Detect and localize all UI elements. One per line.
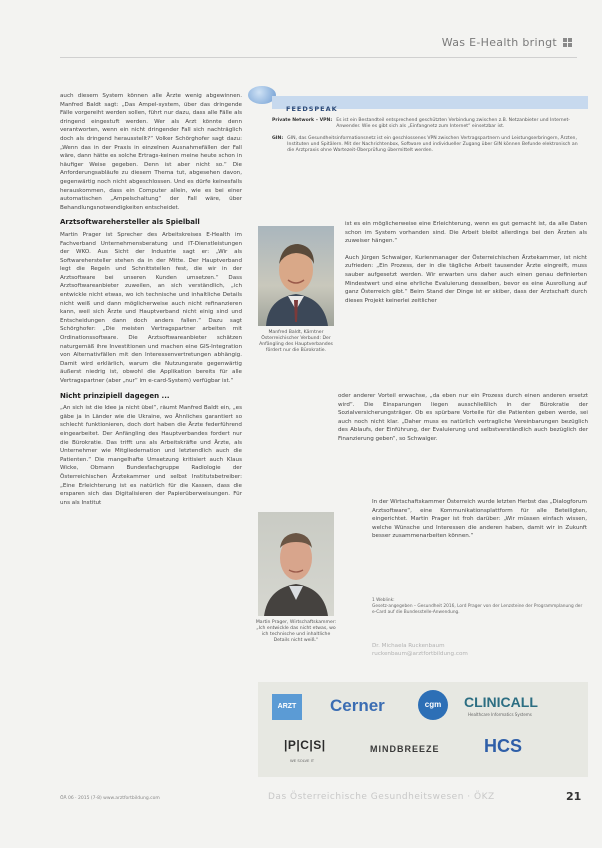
mindbreeze-logo [370, 744, 440, 754]
grid-dots-icon [563, 38, 572, 47]
header-rule [60, 57, 577, 58]
pcs-logo [284, 738, 326, 752]
glossary-body [272, 118, 582, 159]
logo-text: cgm [424, 700, 442, 709]
logo-text: CLINICALL [464, 694, 538, 710]
footer-issue-info: ÖÄ 06 · 2015 (7-8) www.arztfortbildung.com [60, 796, 160, 801]
logo-text: |P|C|S| [284, 738, 326, 752]
body-paragraph: „An sich ist die Idee ja nicht übel“, räumt Manfred Baldt ein, „es gäbe ja in Länder wie die Ukraine, wo Ähnliches garantiert so schlecht funktionieren, doch dort haben die Ärzte federführend eingearbeitet. Der Anfängling des Hauptverbandes fordert nur die Bürokratie. Das trifft uns als Arbeitskräfte und Ärzte, als Unternehmer wie Mitgliedernation und letztendlich auch die Patienten.“ Die mangelhafte Umsetzung kritisiert auch Klaus Wicke, Obmann Bundesfachgruppe Radiologie der Österreichischen Ärztekammer und selbst Institutsbetreiber: „Eine Erleichterung ist es natürlich für die Kassen, dass die ersparen sich das Digitalisieren der Papierüberweisungen. Für uns als Institut [60, 405, 242, 506]
page-number: 21 [566, 790, 582, 803]
glossary-entry [272, 136, 582, 155]
clinicall-logo [464, 694, 538, 710]
sponsor-logo-panel [258, 682, 588, 777]
glossary-header [272, 96, 588, 113]
body-paragraph: auch diesem System können alle Ärzte wenig abgewinnen. Manfred Baldt sagt: „Das Ampel-system, über das dringende Fälle vorgereiht werden sollen, führt nur dazu, dass alle Fälle als dringend eingestuft werden. Wer als Arzt könnte denn verantworten, wenn ein nicht dringender Fall sich nachträglich doch als dringend herausstellt?“ Volker Schörghofer sagt dazu: „Wenn das in der Praxis in einzelnen Ausnahmefällen der Fall wäre, dann hätte es solche Ertrags-keinen meine heute schon in häufiger Weise gegeben. Denn ist aber nicht so.“ Die Anforderungsabläufe zu diesem Thema tut, abgesehen davon, gegenwärtig noch nicht abgeschlossen. Und es dürfe keinesfalls herauskommen, dass ein Computer allein, wie es bei einer automatischen „Ampelschaltung“ der Fall wäre, über Behandlungsnotwendigkeiten entscheidet. [60, 93, 242, 211]
footnote [372, 598, 587, 615]
footnote-label: 1 Weblink: [372, 598, 395, 603]
body-paragraph: Martin Prager ist Sprecher des Arbeitskreises E-Health im Fachverband Unternehmensberatung und IT-Dienstleistungen der WKO. Aus Sicht der Industrie sagt er: „Wir als Softwarehersteller stehen da in der Mitte. Der Hauptverband legt die Regeln und Schnittstellen fest, die wir in der Arztsoftware bei unseren Kunden umsetzen.“ Dass Arztsoftwareanbieter zuweilen, an sich verständlich, „ich entwickle nicht etwas, wo ich technische und inhaltliche Details nicht weiß und dann möglicherweise auch nicht refinanzieren kann, weil sich Ärzte und Hauptverband nicht einig sind und Entscheidungen dann doch anders fallen.“ Dazu sagt Schörghofer: „Die meisten Vertragspartner arbeiten mit Ordinationssoftware. Die Arztsoftwareanbieter schätzen naturgemäß ihre Investitionen und machen eine GIS-Integration von Alternativfällen mit den Interessenvertretungen abhängig. Damit wird erklärlich, warum die Nutzungsrate gegenwärtig äußerst niedrig ist, obwohl die Applikation bereits für alle Vertragspartner (aber „nur“ im e-card-System) verfügbar ist.“ [60, 231, 242, 384]
logo-text: Cerner [330, 696, 385, 715]
pcs-tagline: WE SOLVE IT [290, 758, 315, 763]
logo-text: MINDBREEZE [370, 744, 440, 754]
body-paragraph: oder anderer Vorteil erwachse, „da eben nur ein Prozess durch einen anderen ersetzt wird“. Die Einsparungen liegen ausschließlich in der Bürokratie der Sozialversicherungsträger. Ob es spürbare Vorteile für die Patienten geben werde, sei auch noch nicht klar. „Daher muss es natürlich vertragliche Vereinbarungen bezüglich des Ablaufs, der Einführung, der Evaluierung und selbstverständlich auch bezüglich der Finanzierung geben“, so Schwaiger. [338, 393, 588, 442]
portrait-illustration [258, 512, 334, 616]
glossary-entry [272, 118, 582, 131]
body-paragraph: In der Wirtschaftskammer Österreich wurde letzten Herbst das „Dialogforum Arztsoftware“, eine Kommunikationsplattform für alle Beteiligten, eingerichtet. Martin Prager ist froh darüber: „Wir müssen einfach wissen, welche Wünsche und Interessen die anderen haben, damit wir in Zukunft besser zusammenarbeiten können.“ [372, 499, 587, 540]
portrait-photo-prager [258, 512, 334, 616]
hcs-logo [484, 736, 522, 757]
body-paragraph: Auch Jürgen Schwaiger, Kurienmanager der Österreichischen Ärztekammer, ist nicht zufrieden: „Ein Prozess, der in die tägliche Arbeit tausender Ärzte eingreift, muss sauber aufgesetzt werden. Wir erwarten uns daher auch einen genau definierten Mindestwert und eine ehrliche Evaluierung desselben, bevor es eine Ausrollung auf ganz Österreich gibt.“ Beim Stand der Dinge ist er skiber, dass der Arztschaft durch dieses Projekt keinerlei zeitlicher [345, 254, 587, 304]
logo-text: HCS [484, 736, 523, 756]
cgm-logo [418, 690, 448, 720]
cerner-logo [330, 696, 385, 716]
glossary-text: GIN, das Gesundheitsinformationsnetz ist ein geschlossenes VPN zwischen Vertragspartnern und Leistungserbringern, Ärzten, Instituten und Spitälern. Mit der Nachrichtenbox, Software und individueller Zugang über GIN können Befunde elektronisch an die Arztpraxis ohne Wartezeit-Überprüfung übermittelt werden. [287, 135, 578, 154]
author-name: Dr. Michaela Ruckenbaum [372, 643, 445, 649]
arzt-logo [272, 694, 302, 720]
photo-caption: Martin Prager, Wirtschaftskammer: „Ich entwickle das nicht etwas, wo ich technische und inhaltliche Details nicht weiß.“ [255, 620, 337, 643]
clinicall-tagline: Healthcare Informatics Systems [468, 712, 532, 717]
author-block [372, 642, 468, 658]
photo-caption: Manfred Baldt, Kärntner Österreichischer Verbund: Der Anfängling des Hauptverbandes fördert nur die Bürokratie. [259, 330, 333, 353]
subheading: Arztsoftwarehersteller als Spielball [60, 218, 200, 227]
right-column-bottom [372, 498, 587, 542]
portrait-illustration [258, 226, 334, 326]
glossary-term: GIN: [272, 135, 284, 141]
author-email[interactable]: ruckenbaum@arztfortbildung.com [372, 651, 468, 657]
glossary-box [258, 96, 588, 182]
left-column [60, 92, 242, 508]
glossary-term: Private Network – VPN: [272, 118, 333, 123]
portrait-photo-baldt [258, 226, 334, 326]
footnote-text: Gesetz-angegeben – Gesundheit 2016, Lord Prager von der Lenzsteine der Programmplanung der e-Card auf die Bundesstelle-Anwendung. [372, 603, 583, 615]
body-paragraph: ist es ein möglicherweise eine Erleichterung, wenn es gut gemacht ist, da alle Daten schon im System vorhanden sind. Die Arbeit bleibt allerdings bei den Ärzten als zuweiser hängen.“ [345, 221, 587, 245]
glossary-text: Es ist ein Bestandteil entsprechend geschützten Verbindung zwischen z.B. Netzanbieter und Internet-Anwender. Wie es gibt sich als „Einfangnetz zum Internet“ einsetzbar ist. [336, 118, 570, 130]
footer-publication: Das Österreichische Gesundheitswesen · ÖKZ [268, 792, 495, 802]
glossary-label: FEEDSPEAK [286, 105, 338, 113]
section-header-title: Was E-Health bringt [441, 36, 557, 49]
logo-text: ARZT [277, 703, 297, 710]
right-column-top [345, 220, 587, 306]
subheading: Nicht prinzipiell dagegen ... [60, 391, 170, 400]
right-column-middle [258, 392, 588, 445]
